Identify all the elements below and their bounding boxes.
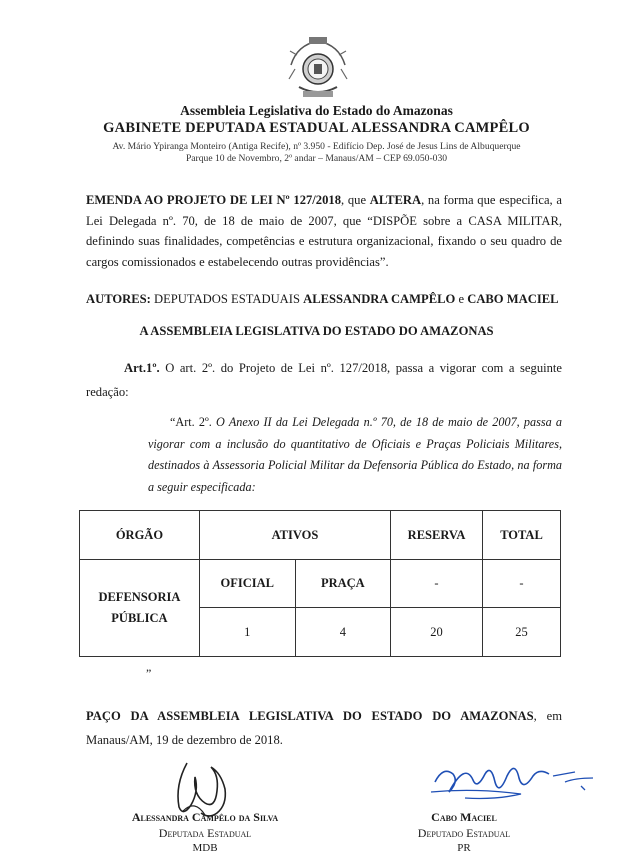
amendment-text-b: , na forma que especifica, a Lei Delegada nº. 70, de 18 de maio de 2007, que “DISPÕE sobre a CASA MILITAR, definindo suas finalidades, competências e estrutura organizacional, fixando o seu quadro de cargos comissionados e estabelecendo outras providências”.: [86, 193, 562, 270]
signer-1-party: MDB: [192, 842, 218, 854]
author-2: CABO MACIEL: [467, 292, 559, 306]
article-text: O art. 2º. do Projeto de Lei nº. 127/2018, passa a vigorar com a seguinte redação:: [86, 361, 562, 399]
header-oficial: OFICIAL: [199, 560, 295, 608]
authors-text: DEPUTADOS ESTADUAIS: [150, 292, 304, 306]
value-oficial: 1: [199, 608, 295, 657]
signer-2-party: PR: [457, 842, 471, 854]
closing-paragraph: [86, 704, 562, 752]
header-praca: PRAÇA: [295, 560, 390, 608]
closing-bold: PAÇO DA ASSEMBLEIA LEGISLATIVA DO ESTADO DO AMAZONAS: [86, 709, 534, 723]
cell-orgao: [80, 560, 200, 657]
personnel-table: [79, 510, 561, 657]
quote-close: ”: [146, 666, 152, 680]
office-title: GABINETE DEPUTADA ESTADUAL ALESSANDRA CAMPÊLO: [103, 120, 530, 136]
value-praca: 4: [295, 608, 390, 657]
quoted-article: [148, 412, 562, 498]
amendment-paragraph: [86, 190, 562, 273]
amendment-text-a: , que: [341, 193, 370, 207]
signer-1-role: Deputada Estadual: [158, 825, 252, 840]
header-reserva: RESERVA: [391, 511, 483, 560]
author-1: ALESSANDRA CAMPÊLO: [303, 292, 456, 306]
closing-text: , em Manaus/AM, 19 de dezembro de 2018.: [86, 709, 563, 747]
decree-heading: A ASSEMBLEIA LEGISLATIVA DO ESTADO DO AMAZONAS: [139, 324, 494, 338]
address-line-1: Av. Mário Ypiranga Monteiro (Antiga Recife), nº 3.950 - Edifício Dep. José de Jesus Lins de Albuquerque: [112, 141, 521, 152]
quote-start: “Art. 2º.: [170, 415, 217, 429]
orgao-line-2: PÚBLICA: [111, 611, 168, 625]
quote-italic: O Anexo II da Lei Delegada n.º 70, de 18 de maio de 2007, passa a vigorar com a inclusão do quantitativo de Oficiais e Praças Policiais Militares, destinados à Assessoria Policial Militar da Defensoria Pública do Estado, na forma a seguir especificada:: [148, 415, 562, 494]
header-orgao: ÓRGÃO: [80, 511, 200, 560]
amendment-title: EMENDA AO PROJETO DE LEI Nº 127/2018: [86, 193, 341, 207]
signer-2-role: Deputado Estadual: [417, 825, 511, 840]
signature-block-2: [394, 810, 534, 857]
signer-2-name: Cabo Maciel: [431, 810, 497, 824]
value-total: 25: [483, 608, 561, 657]
header-total: TOTAL: [483, 511, 561, 560]
article-label: Art.1º.: [124, 361, 160, 375]
reserva-dash: -: [391, 560, 483, 608]
address-line-2: Parque 10 de Novembro, 2º andar – Manaus/AM – CEP 69.050-030: [185, 153, 448, 164]
amendment-verb: ALTERA: [369, 193, 422, 207]
total-dash: -: [483, 560, 561, 608]
authors-label: AUTORES:: [86, 292, 151, 306]
header-ativos: ATIVOS: [199, 511, 390, 560]
coat-of-arms-seal: [287, 35, 349, 103]
value-reserva: 20: [391, 608, 483, 657]
authors-conj: e: [455, 292, 468, 306]
signer-1-name: Alessandra Campêlo da Silva: [131, 810, 279, 824]
signature-2-handwriting: [425, 752, 605, 812]
assembly-name: Assembleia Legislativa do Estado do Amazonas: [180, 103, 453, 118]
orgao-line-1: DEFENSORIA: [98, 590, 181, 604]
signature-block-1: [100, 810, 310, 857]
article-1: [86, 356, 562, 404]
authors-line: [86, 292, 559, 307]
